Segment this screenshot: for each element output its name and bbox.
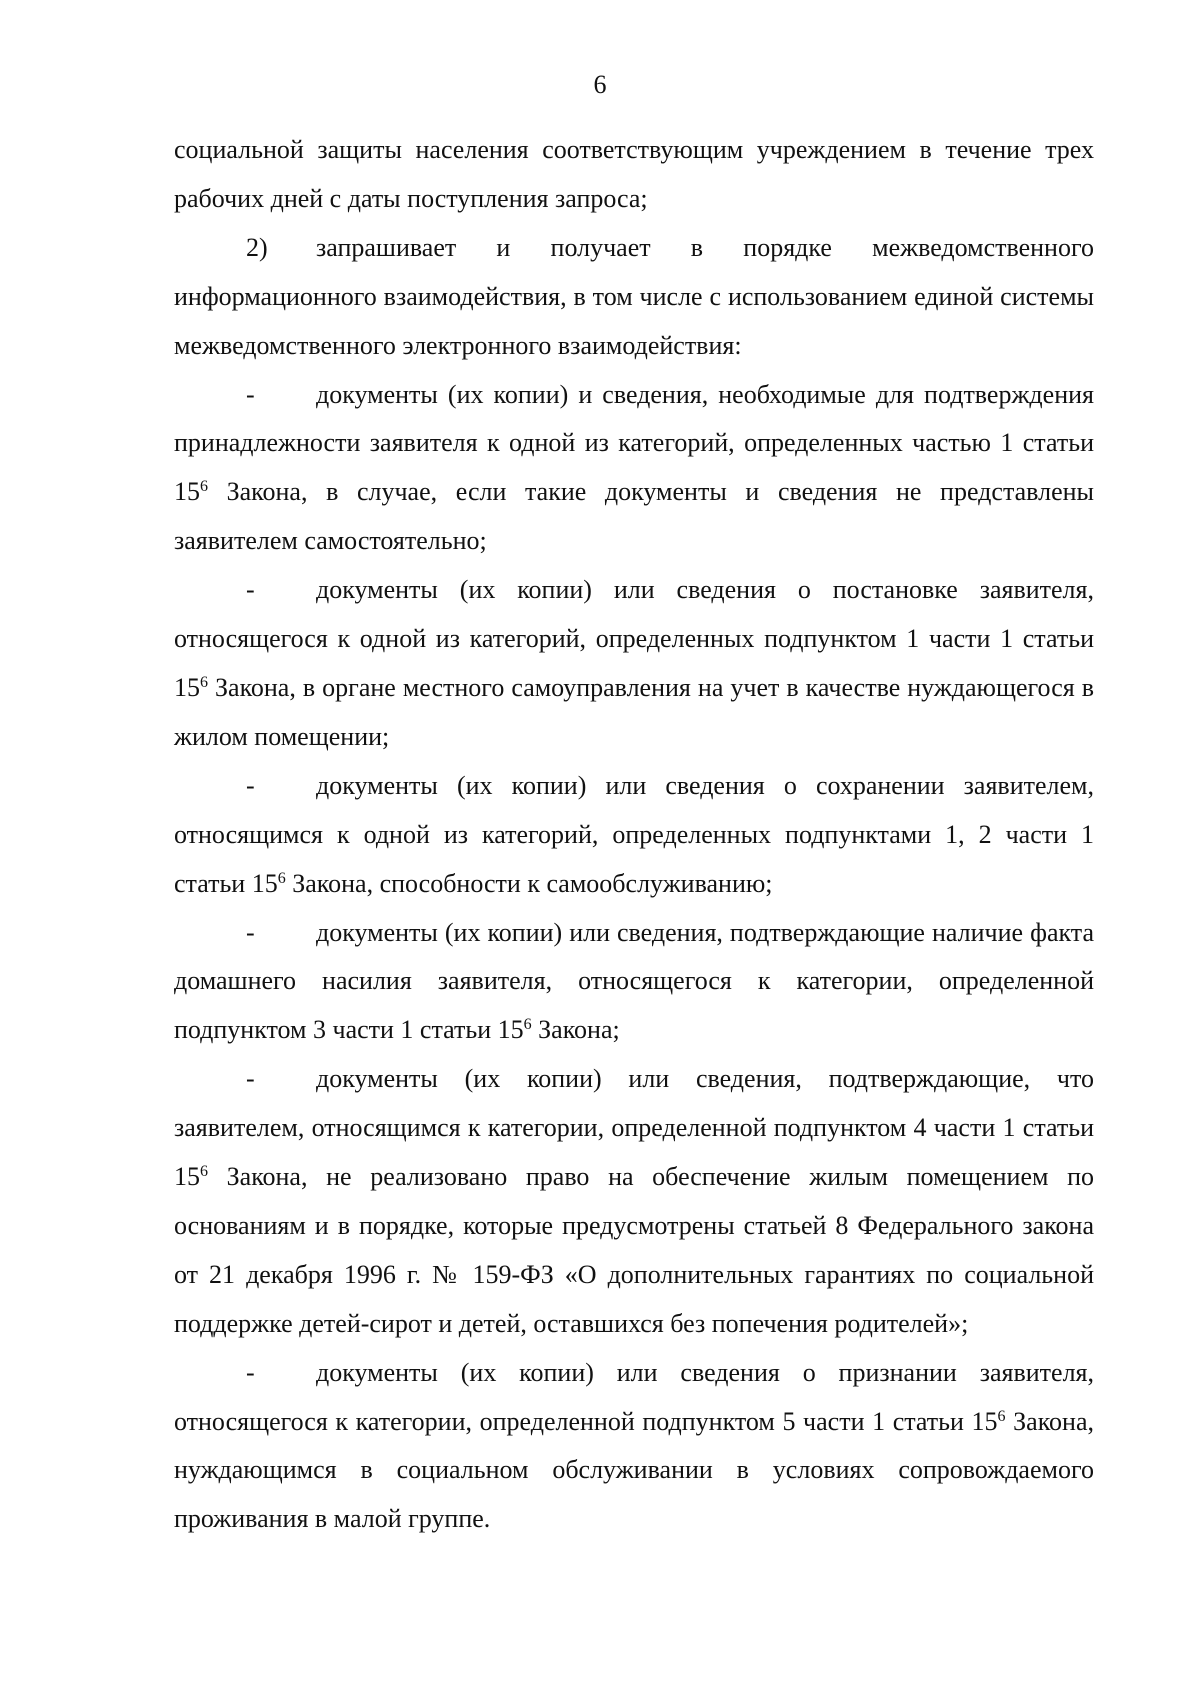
- list-dash: -: [246, 917, 255, 947]
- document-body: [174, 126, 1094, 1544]
- paragraph-text: Закона, способности к самообслуживанию;: [285, 868, 773, 898]
- superscript: 6: [200, 674, 208, 692]
- paragraph-item-2: [174, 224, 1094, 371]
- paragraph-text: Закона, не реализовано право на обеспечение жилым помещением по основаниям и в порядке, которые предусмотрены статьей 8 Федерального закона от 21 декабря 1996 г. № 159-ФЗ «О дополнительных гарантиях по социальной поддержке детей-сирот и детей, оставшихся без попечения родителей»;: [174, 1162, 1094, 1338]
- page-number: 6: [593, 70, 607, 99]
- superscript: 6: [200, 1163, 208, 1181]
- paragraph-text: документы (их копии) или сведения о признании заявителя, относящегося к категории, определенной подпунктом 5 части 1 статьи 15: [174, 1357, 1094, 1436]
- list-item-dash: [174, 1349, 1094, 1545]
- superscript: 6: [277, 869, 286, 887]
- paragraph-text: документы (их копии) и сведения, необходимые для подтверждения принадлежности заявителя к одной из категорий, определенных частью 1 статьи 15: [174, 379, 1094, 507]
- list-dash: -: [246, 1357, 255, 1387]
- paragraph-text: Закона, в органе местного самоуправления на учет в качестве нуждающегося в жилом помещении;: [174, 672, 1094, 751]
- list-dash: -: [246, 575, 255, 605]
- paragraph-text: документы (их копии) или сведения о сохранении заявителем, относящимся к одной из категорий, определенных подпунктами 1, 2 части 1 статьи 15: [174, 770, 1094, 898]
- paragraph-text: социальной защиты населения соответствующим учреждением в течение трех рабочих дней с даты поступления запроса;: [174, 135, 1094, 213]
- list-dash: -: [246, 379, 255, 409]
- paragraph-text: Закона, нуждающимся в социальном обслуживании в условиях сопровождаемого проживания в малой группе.: [174, 1406, 1094, 1534]
- paragraph-text: документы (их копии) или сведения о постановке заявителя, относящегося к одной из категорий, определенных подпунктом 1 части 1 статьи 15: [174, 575, 1094, 702]
- list-item-dash: [174, 762, 1094, 909]
- list-number: 2): [246, 232, 268, 262]
- paragraph-text: Закона;: [531, 1015, 620, 1045]
- list-item-dash: [174, 909, 1094, 1056]
- list-item-dash: [174, 371, 1094, 567]
- paragraph-continuation: [174, 126, 1094, 224]
- list-item-dash: [174, 566, 1094, 762]
- paragraph-text: документы (их копии) или сведения, подтверждающие, что заявителем, относящимся к категории, определенной подпунктом 4 части 1 статьи 15: [174, 1064, 1094, 1192]
- list-dash: -: [246, 1064, 255, 1094]
- paragraph-text: документы (их копии) или сведения, подтверждающие наличие факта домашнего насилия заявителя, относящегося к категории, определенной подпунктом 3 части 1 статьи 15: [174, 917, 1094, 1045]
- list-dash: -: [246, 770, 255, 800]
- superscript: 6: [997, 1407, 1006, 1425]
- superscript: 6: [200, 478, 208, 496]
- list-item-dash: [174, 1055, 1094, 1348]
- superscript: 6: [523, 1016, 532, 1034]
- paragraph-text: запрашивает и получает в порядке межведомственного информационного взаимодействия, в том числе с использованием единой системы межведомственного электронного взаимодействия:: [174, 232, 1094, 360]
- paragraph-text: Закона, в случае, если такие документы и сведения не представлены заявителем самостоятельно;: [174, 477, 1094, 556]
